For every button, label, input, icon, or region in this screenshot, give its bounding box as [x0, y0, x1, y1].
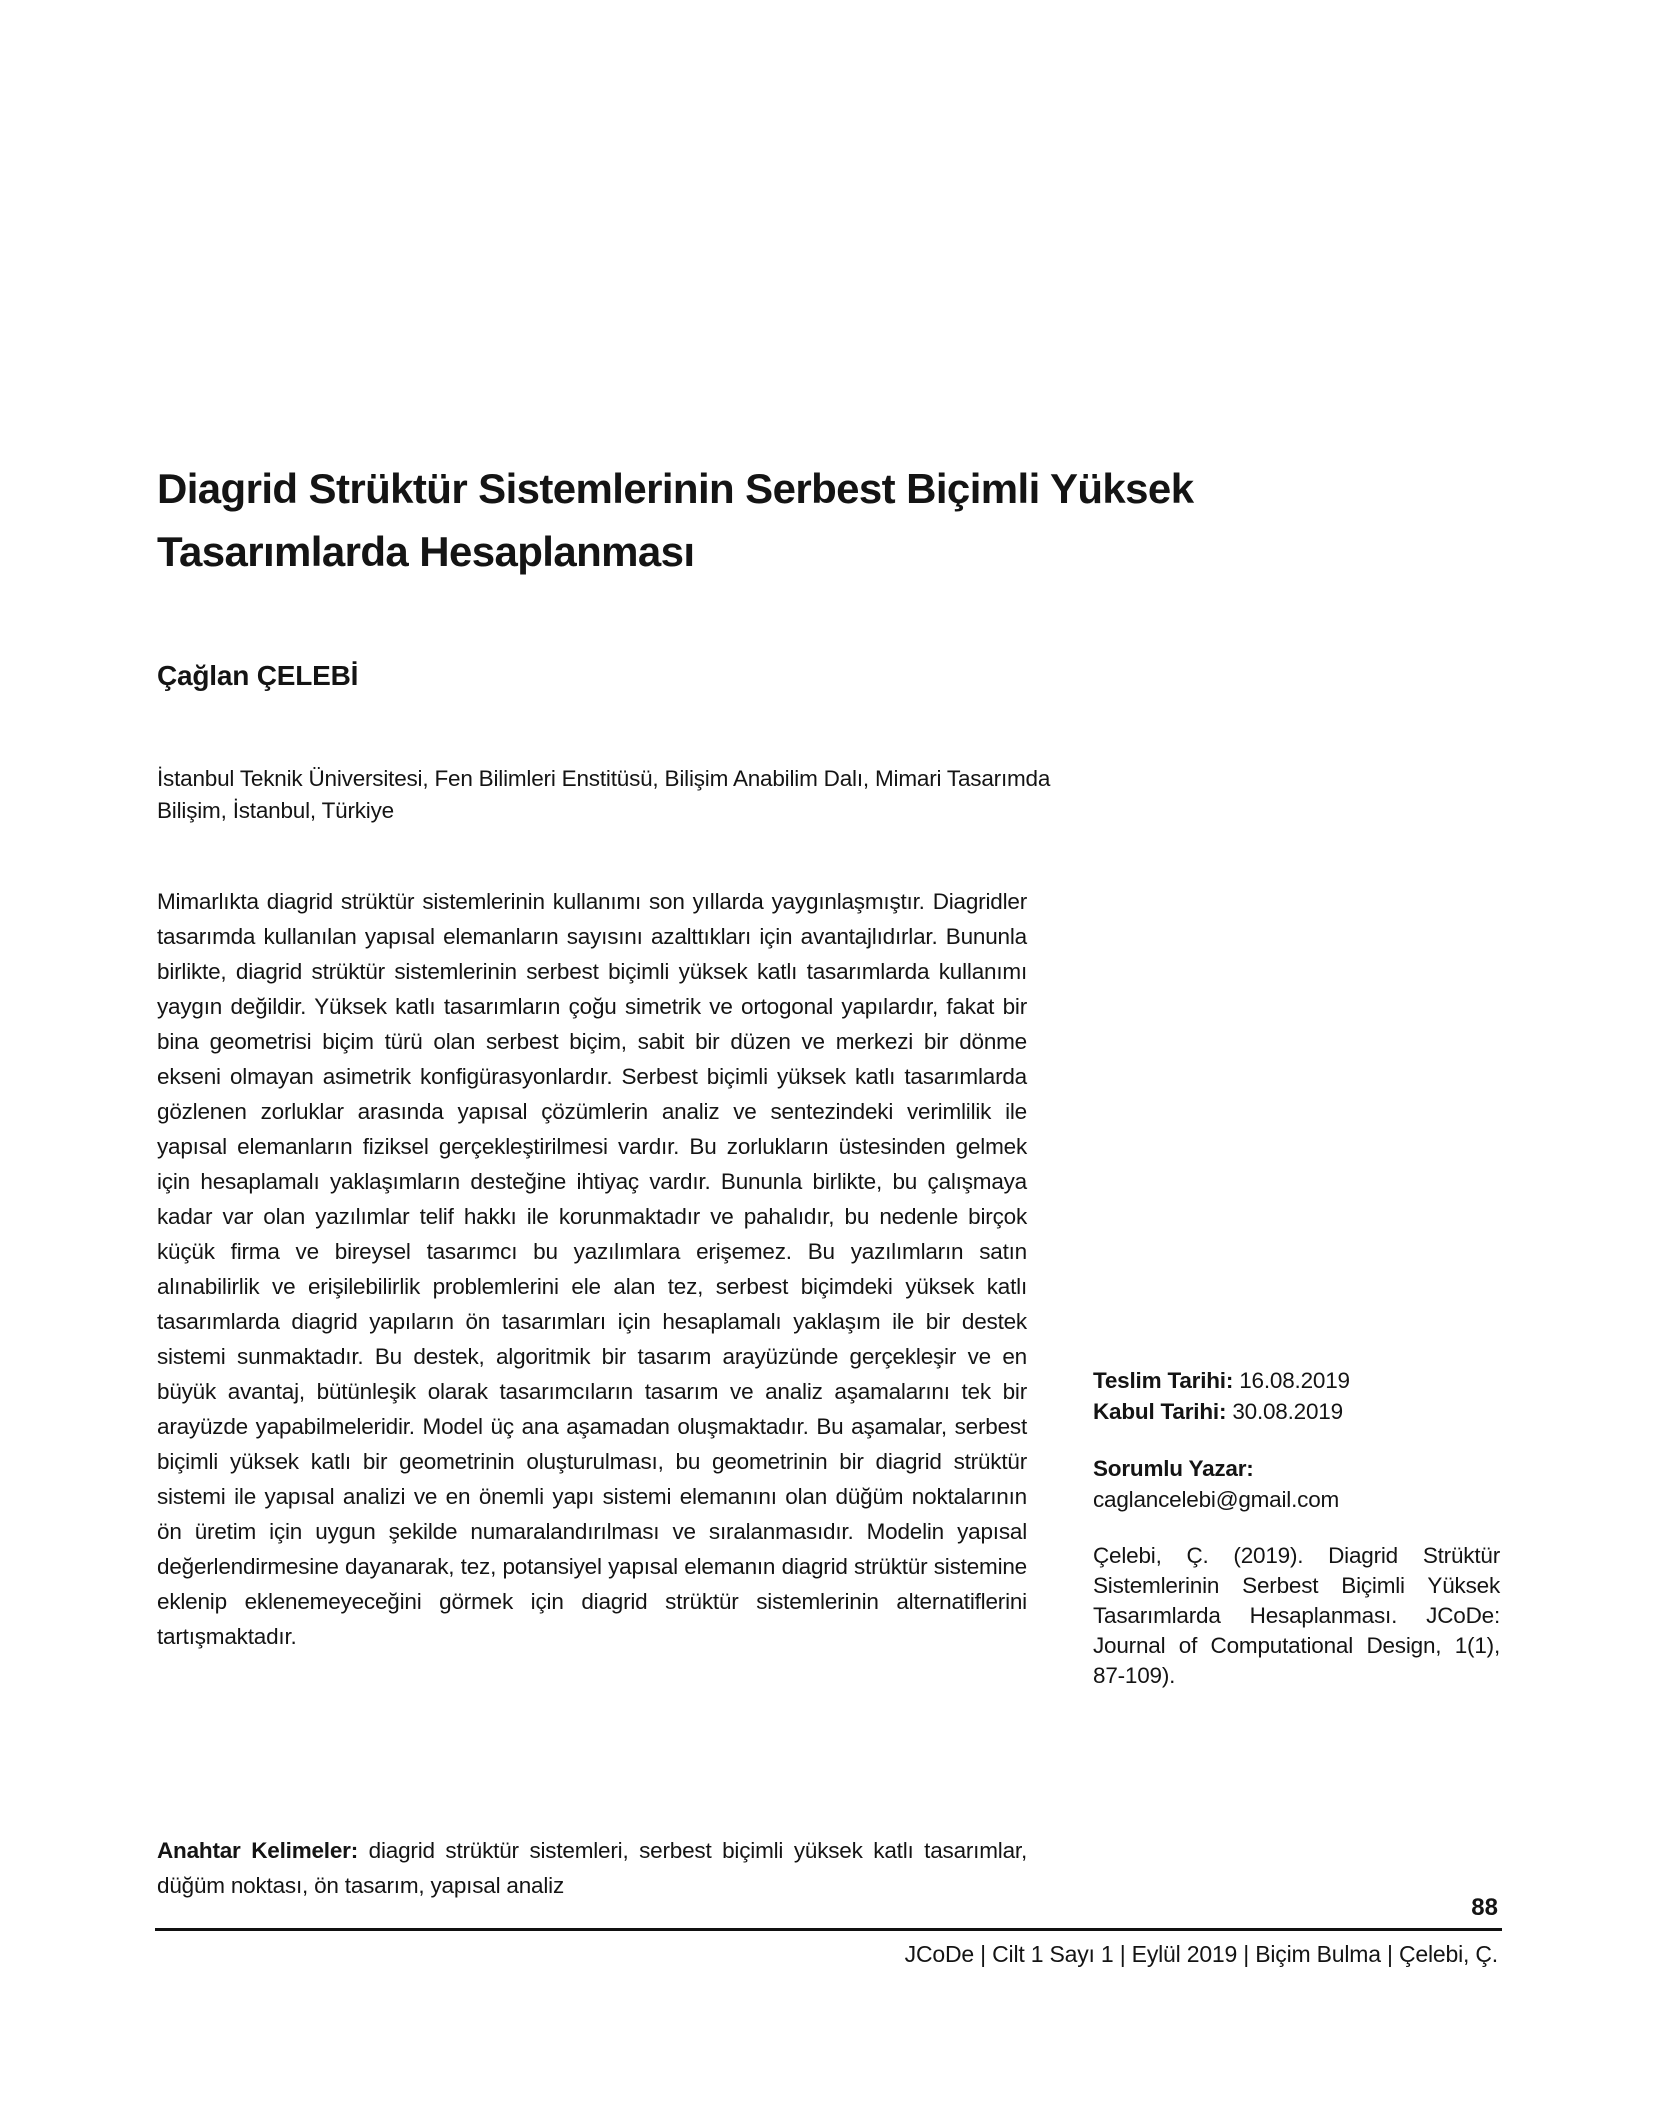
keywords-paragraph: [157, 1833, 1027, 1903]
page-number: 88: [1471, 1894, 1498, 1921]
corresponding-author-email: caglancelebi@gmail.com: [1093, 1487, 1340, 1512]
corresponding-author-label: Sorumlu Yazar:: [1093, 1456, 1254, 1481]
submitted-date-value: 16.08.2019: [1239, 1368, 1350, 1393]
accepted-date-row: [1093, 1396, 1500, 1427]
keywords-text: diagrid strüktür sistemleri, serbest biçimli yüksek katlı tasarımlar, düğüm noktası, ön tasarım, yapısal analiz: [157, 1838, 1027, 1898]
submitted-date-label: Teslim Tarihi:: [1093, 1368, 1234, 1393]
paper-title-line-1: Diagrid Strüktür Sistemlerinin Serbest Biçimli Yüksek: [157, 465, 1194, 512]
accepted-date-value: 30.08.2019: [1232, 1399, 1343, 1424]
abstract-paragraph: Mimarlıkta diagrid strüktür sistemlerinin kullanımı son yıllarda yaygınlaşmıştır. Diagridler tasarımda kullanılan yapısal elemanların sayısını azalttıkları için avantajlıdırlar. Bununla birlikte, diagrid strüktür sistemlerinin serbest biçimli yüksek katlı tasarımlarda kullanımı yaygın değildir. Yüksek katlı tasarımların çoğu simetrik ve ortogonal yapılardır, fakat bir bina geometrisi biçim türü olan serbest biçim, sabit bir düzen ve merkezi bir dönme ekseni olmayan asimetrik konfigürasyonlardır. Serbest biçimli yüksek katlı tasarımlarda gözlenen zorluklar arasında yapısal çözümlerin analiz ve sentezindeki verimlilik ile yapısal elemanların fiziksel gerçekleştirilmesi vardır. Bu zorlukların üstesinden gelmek için hesaplamalı yaklaşımların desteğine ihtiyaç vardır. Bununla birlikte, bu çalışmaya kadar var olan yazılımlar telif hakkı ile korunmaktadır ve pahalıdır, bu nedenle birçok küçük firma ve bireysel tasarımcı bu yazılımlara erişemez. Bu yazılımların satın alınabilirlik ve erişilebilirlik problemlerini ele alan tez, serbest biçimdeki yüksek katlı tasarımlarda diagrid yapıların ön tasarımları için hesaplamalı yaklaşım ile bir destek sistemi sunmaktadır. Bu destek, algoritmik bir tasarım arayüzünde gerçekleşir ve en büyük avantaj, bütünleşik olarak tasarımcıların tasarım ve analiz aşamalarını tek bir arayüzde yapabilmeleridir. Model üç ana aşamadan oluşmaktadır. Bu aşamalar, serbest biçimli yüksek katlı bir geometrinin oluşturulması, bu geometrinin bir diagrid strüktür sistemi ile yapısal analizi ve en önemli yapı sistemi elemanını olan düğüm noktalarının ön üretim için uygun şekilde numaralandırılması ve sıralanmasıdır. Modelin yapısal değerlendirmesine dayanarak, tez, potansiyel yapısal elemanın diagrid strüktür sistemine eklenip eklenemeyeceğini görmek için diagrid strüktür sistemlerinin alternatiflerini tartışmaktadır.: [157, 889, 1027, 1649]
dates-block: [1093, 1365, 1500, 1427]
sidebar: [1093, 1365, 1500, 1691]
paper-title-line-2: Tasarımlarda Hesaplanması: [157, 528, 695, 575]
keywords-label: Anahtar Kelimeler:: [157, 1838, 359, 1863]
journal-footer-line: JCoDe | Cilt 1 Sayı 1 | Eylül 2019 | Biçim Bulma | Çelebi, Ç.: [904, 1941, 1498, 1967]
footer-rule: [155, 1928, 1502, 1931]
author-name: Çağlan ÇELEBİ: [157, 660, 359, 691]
accepted-date-label: Kabul Tarihi:: [1093, 1399, 1227, 1424]
citation-text: Çelebi, Ç. (2019). Diagrid Strüktür Sistemlerinin Serbest Biçimli Yüksek Tasarımlarda Hesaplanması. JCoDe: Journal of Computational Design, 1(1), 87-109).: [1093, 1543, 1500, 1688]
submitted-date-row: [1093, 1365, 1500, 1396]
affiliation: İstanbul Teknik Üniversitesi, Fen Bilimleri Enstitüsü, Bilişim Anabilim Dalı, Mimari Tasarımda Bilişim, İstanbul, Türkiye: [157, 766, 1051, 823]
corresponding-author-block: [1093, 1453, 1500, 1515]
paper-title: [157, 457, 1193, 583]
